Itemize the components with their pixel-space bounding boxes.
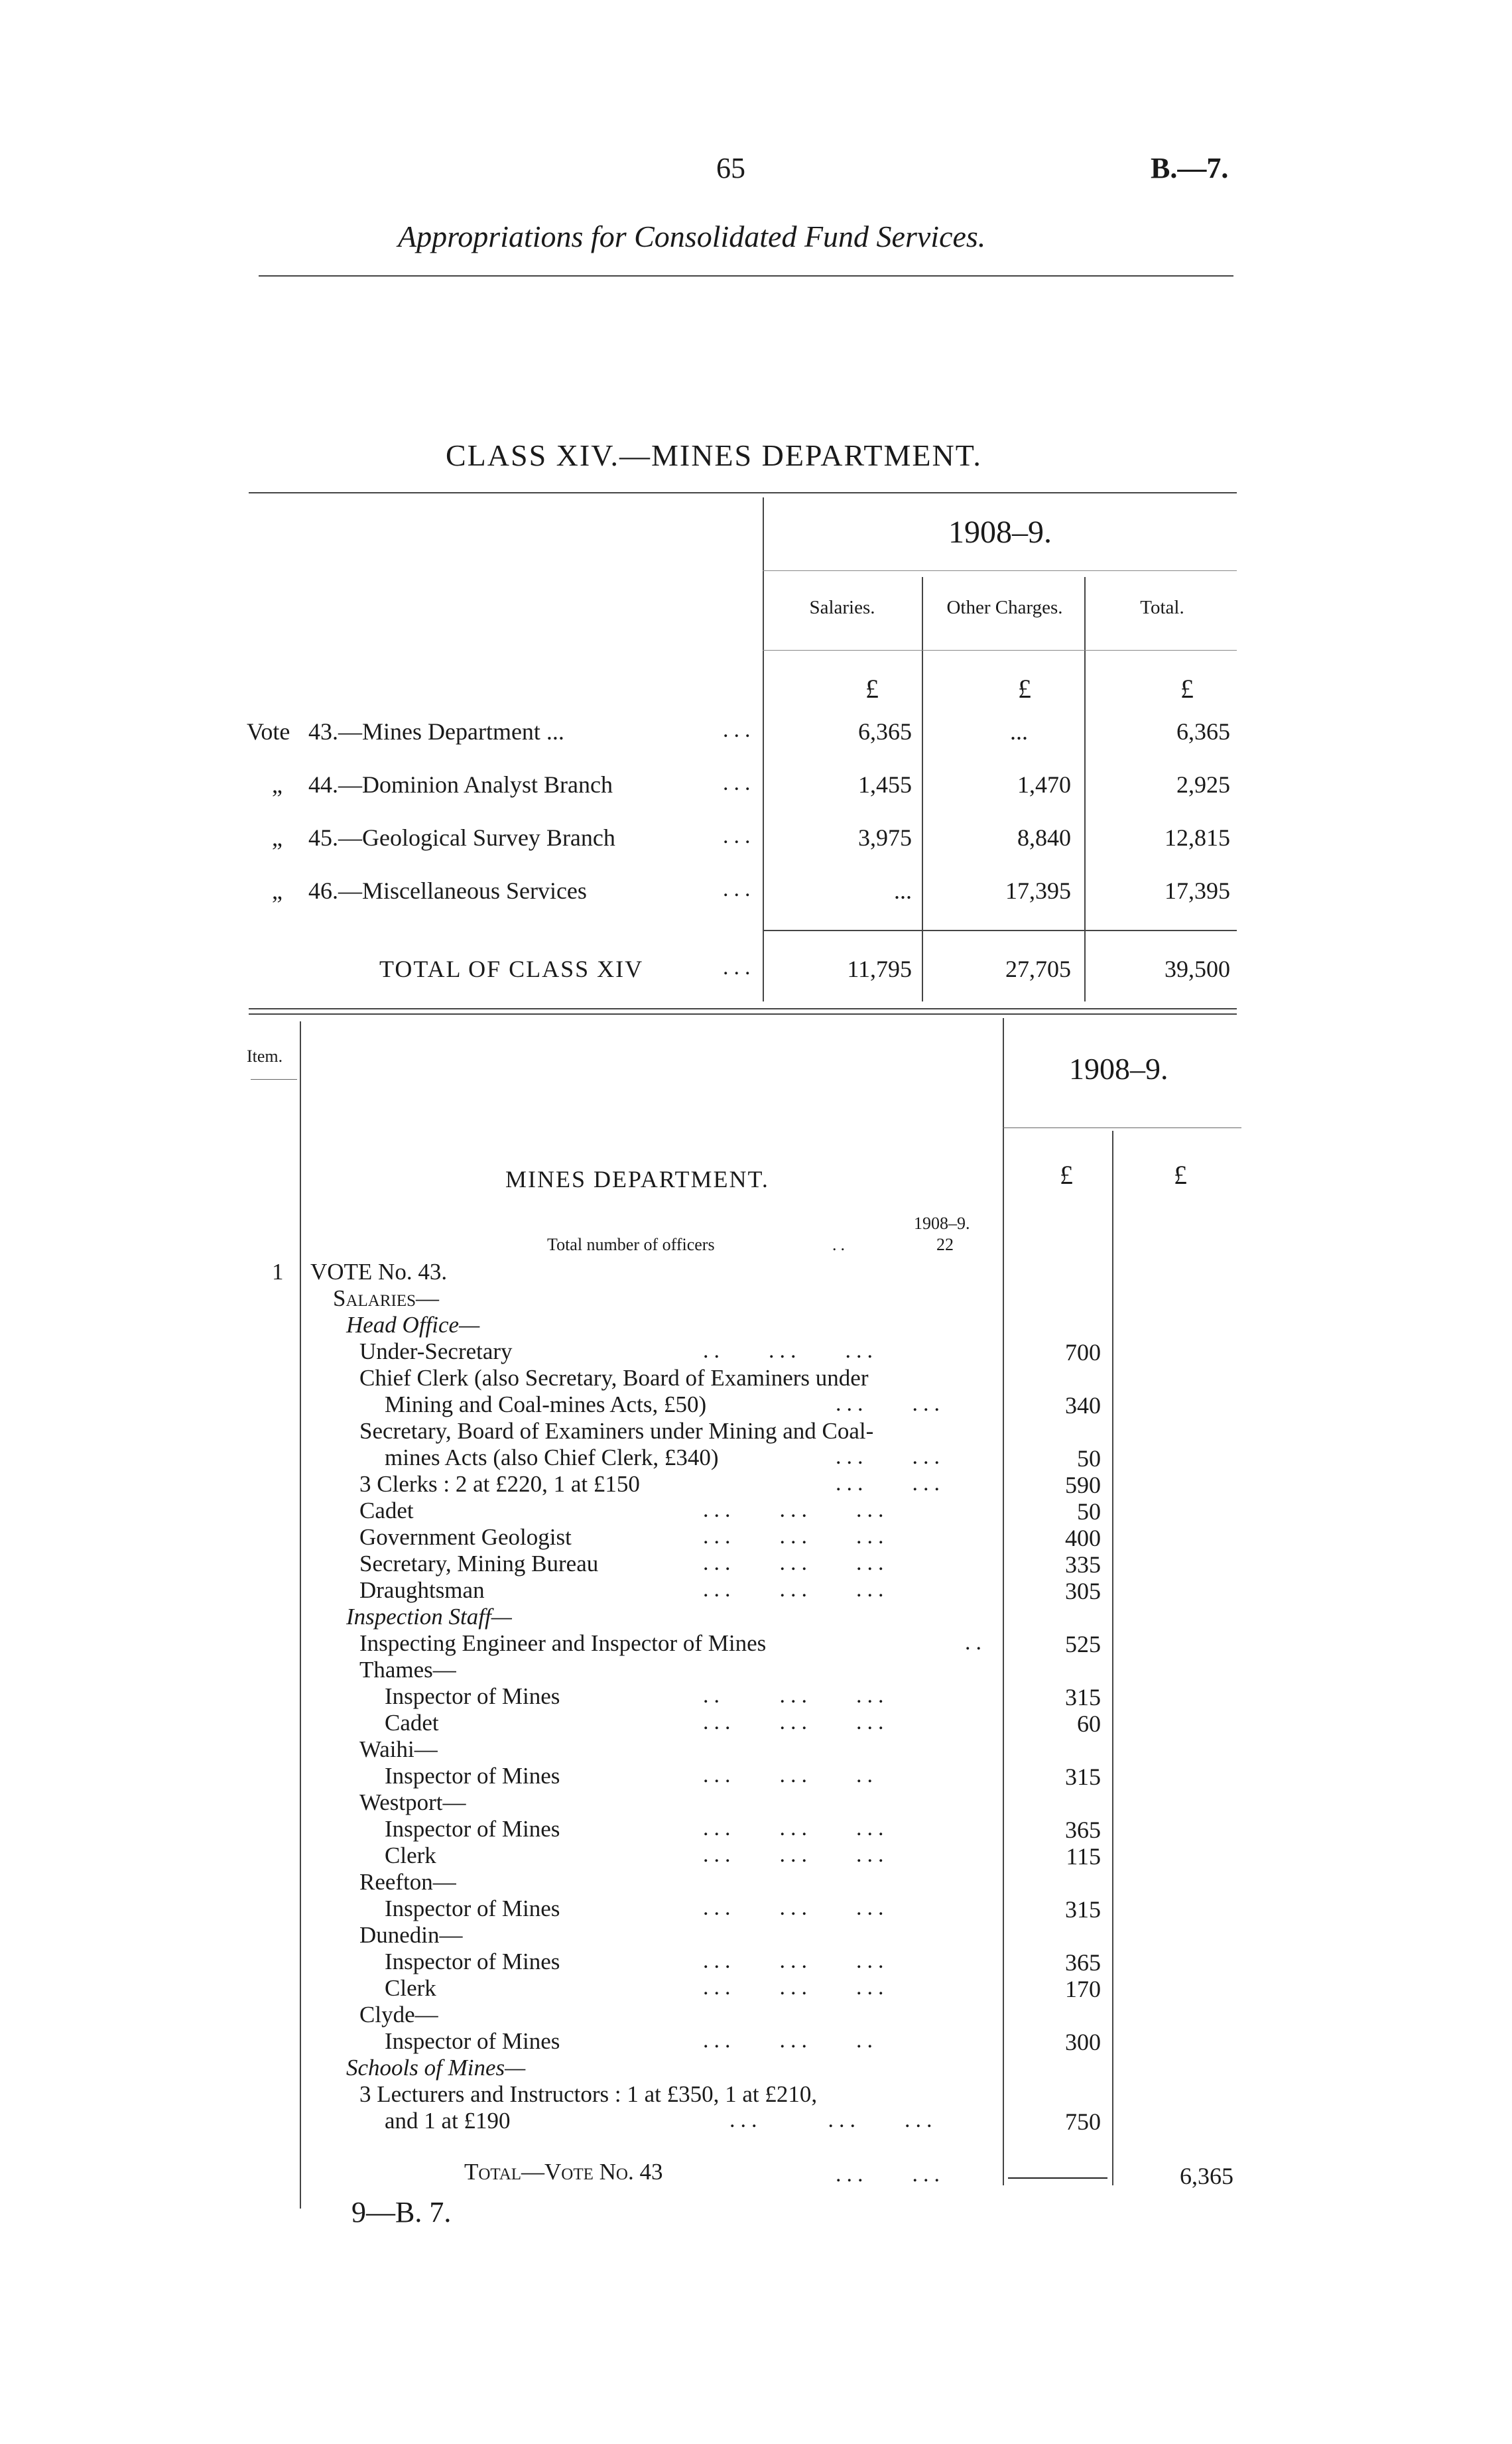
line-label: Chief Clerk (also Secretary, Board of Examiners under (359, 1365, 869, 1391)
leader-dots: ... ... ... (703, 1524, 889, 1549)
line-label: Mining and Coal-mines Acts, £50) (385, 1391, 707, 1417)
total-value: 6,365 (1176, 718, 1230, 745)
line-value: 700 (1065, 1339, 1101, 1366)
total-value: 12,815 (1165, 824, 1230, 851)
leader-dots: ... ... ... (703, 1710, 889, 1734)
line-label: mines Acts (also Chief Clerk, £340) (385, 1445, 719, 1470)
officers-label: Total number of officers (547, 1235, 715, 1254)
line-label: Inspector of Mines (385, 1683, 560, 1709)
summary-bottom-rule-2 (249, 1013, 1237, 1015)
department-heading: MINES DEPARTMENT. (505, 1166, 769, 1192)
col-header-total: Total. (1140, 597, 1184, 618)
detail-year: 1908–9. (1069, 1052, 1168, 1086)
currency-total: £ (1180, 674, 1194, 704)
document-reference: B.—7. (1151, 152, 1229, 184)
district-heading: Clyde— (359, 2002, 438, 2027)
salaries-value: ... (894, 877, 912, 904)
line-label: Cadet (385, 1710, 439, 1736)
vote-total-label: Total—Vote No. 43 (464, 2159, 663, 2185)
line-label: Under-Secretary (359, 1338, 513, 1364)
line-value: 315 (1065, 1764, 1101, 1790)
detail-currency-1: £ (1060, 1160, 1073, 1190)
leader-dots: ... ... ... (703, 1551, 889, 1575)
district-heading: Thames— (359, 1657, 456, 1683)
summary-bottom-rule-1 (249, 1008, 1237, 1009)
summary-total-total: 39,500 (1165, 956, 1230, 982)
summary-subtotal-rule (763, 930, 1237, 931)
vote-total-rule (1008, 2177, 1107, 2179)
summary-top-rule (249, 492, 1237, 493)
vote-label: 46.—Miscellaneous Services (308, 877, 587, 904)
leader-dots: ... ... .. (703, 2028, 878, 2053)
leader-dots: ... ... ... (703, 1975, 889, 2000)
officers-year: 1908–9. (914, 1214, 970, 1233)
leader-dots: ... ... (836, 1391, 945, 1416)
line-label: Government Geologist (359, 1524, 572, 1550)
vote-label: 45.—Geological Survey Branch (308, 824, 615, 851)
line-label: Clerk (385, 1975, 436, 2001)
col-header-rule (763, 650, 1237, 651)
line-label: Inspector of Mines (385, 1896, 560, 1921)
vote-heading: VOTE No. 43. (310, 1259, 448, 1285)
leader-dots: ... ... ... (703, 1577, 889, 1602)
detail-currency-2: £ (1174, 1160, 1187, 1190)
currency-other: £ (1018, 674, 1031, 704)
leader-dots: ... ... ... (703, 1896, 889, 1920)
line-value: 50 (1077, 1498, 1101, 1525)
header-rule (259, 275, 1233, 277)
officers-count: 22 (936, 1235, 954, 1254)
total-value: 17,395 (1165, 877, 1230, 904)
detail-amount-divider (1003, 1018, 1004, 2185)
salaries-value: 1,455 (858, 771, 912, 798)
schools-heading: Schools of Mines— (346, 2055, 526, 2081)
vote-prefix: „ (272, 877, 283, 904)
line-label: Secretary, Mining Bureau (359, 1551, 599, 1576)
line-value: 750 (1065, 2108, 1101, 2135)
line-label: Inspector of Mines (385, 2028, 560, 2054)
signature-mark: 9—B. 7. (351, 2196, 452, 2228)
line-value: 115 (1066, 1843, 1101, 1870)
line-value: 340 (1065, 1392, 1101, 1419)
line-value: 365 (1065, 1817, 1101, 1843)
running-title: Appropriations for Consolidated Fund Services. (398, 220, 986, 253)
col-divider-2 (1084, 577, 1086, 1001)
currency-salaries: £ (865, 674, 879, 704)
leader-dots: .. ... ... (703, 1683, 889, 1708)
line-label: Inspector of Mines (385, 1949, 560, 1974)
vote-prefix: Vote (247, 718, 290, 745)
leader-dots: ... ... ... (729, 2108, 938, 2132)
line-label: Cadet (359, 1498, 414, 1523)
line-label: Inspector of Mines (385, 1816, 560, 1842)
line-label: Inspecting Engineer and Inspector of Mines (359, 1630, 767, 1656)
line-value: 60 (1077, 1710, 1101, 1737)
other-value: 1,470 (1017, 771, 1071, 798)
page-number: 65 (716, 152, 745, 184)
detail-subcol-divider (1112, 1131, 1113, 2185)
item-column-header: Item. (247, 1047, 283, 1066)
vote-prefix: „ (272, 824, 283, 851)
leader-dots: ... ... (836, 1471, 945, 1496)
inspection-staff-heading: Inspection Staff— (346, 1604, 512, 1630)
salaries-value: 3,975 (858, 824, 912, 851)
other-value: 8,840 (1017, 824, 1071, 851)
vote-total-value: 6,365 (1180, 2163, 1233, 2189)
leader-dots: ... ... .. (703, 1763, 878, 1787)
item-number: 1 (272, 1259, 284, 1285)
line-value: 365 (1065, 1949, 1101, 1976)
line-value: 335 (1065, 1551, 1101, 1578)
district-heading: Dunedin— (359, 1922, 463, 1948)
leader-dots: ... ... ... (703, 1498, 889, 1522)
line-label: 3 Clerks : 2 at £220, 1 at £150 (359, 1471, 640, 1497)
leader-dots: ... (723, 955, 756, 980)
line-label: Inspector of Mines (385, 1763, 560, 1789)
leader-dots: ... ... ... (703, 1816, 889, 1840)
head-office-heading: Head Office— (346, 1312, 480, 1338)
line-value: 300 (1065, 2029, 1101, 2055)
line-label: Secretary, Board of Examiners under Mining and Coal- (359, 1418, 874, 1444)
line-value: 50 (1077, 1445, 1101, 1472)
district-heading: Reefton— (359, 1869, 456, 1895)
vote-prefix: „ (272, 771, 283, 798)
vote-label: 43.—Mines Department ... (308, 718, 564, 745)
line-value: 315 (1065, 1684, 1101, 1710)
leader-dots: ... (723, 718, 756, 742)
other-value: 17,395 (1005, 877, 1071, 904)
line-value: 315 (1065, 1896, 1101, 1923)
detail-year-rule (1003, 1127, 1241, 1128)
line-label: 3 Lecturers and Instructors : 1 at £350, 1 at £210, (359, 2081, 818, 2107)
line-value: 400 (1065, 1525, 1101, 1551)
total-value: 2,925 (1176, 771, 1230, 798)
leader-dots: ... (723, 771, 756, 795)
salaries-heading: Salaries— (333, 1285, 440, 1311)
item-divider (300, 1021, 301, 2209)
col-header-salaries: Salaries. (809, 597, 875, 618)
item-header-rule (251, 1079, 297, 1080)
district-heading: Waihi— (359, 1736, 438, 1762)
leader-dots: .. (832, 1235, 849, 1254)
summary-left-divider (763, 497, 764, 1001)
col-header-other-charges: Other Charges. (946, 597, 1063, 618)
leader-dots: .. (965, 1630, 987, 1655)
line-value: 305 (1065, 1578, 1101, 1604)
class-title: CLASS XIV.—MINES DEPARTMENT. (446, 438, 982, 472)
line-value: 170 (1065, 1976, 1101, 2002)
salaries-value: 6,365 (858, 718, 912, 745)
district-heading: Westport— (359, 1789, 466, 1815)
leader-dots: ... (723, 877, 756, 901)
leader-dots: .. ... ... (703, 1338, 878, 1363)
summary-year-rule (763, 570, 1237, 571)
leader-dots: ... ... ... (703, 1842, 889, 1867)
line-value: 590 (1065, 1472, 1101, 1498)
line-value: 525 (1065, 1631, 1101, 1657)
summary-year: 1908–9. (948, 515, 1052, 550)
leader-dots: ... (723, 824, 756, 848)
summary-total-label: TOTAL OF CLASS XIV (379, 956, 644, 982)
line-label: and 1 at £190 (385, 2108, 511, 2134)
leader-dots: ... ... ... (703, 1949, 889, 1973)
leader-dots: ... ... (836, 1445, 945, 1469)
col-divider-1 (922, 577, 923, 1001)
summary-total-salaries: 11,795 (847, 956, 912, 982)
line-label: Draughtsman (359, 1577, 485, 1603)
leader-dots: ... ... (836, 2162, 945, 2187)
line-label: Clerk (385, 1842, 436, 1868)
vote-label: 44.—Dominion Analyst Branch (308, 771, 613, 798)
other-value: ... (1010, 718, 1028, 745)
summary-total-other: 27,705 (1005, 956, 1071, 982)
